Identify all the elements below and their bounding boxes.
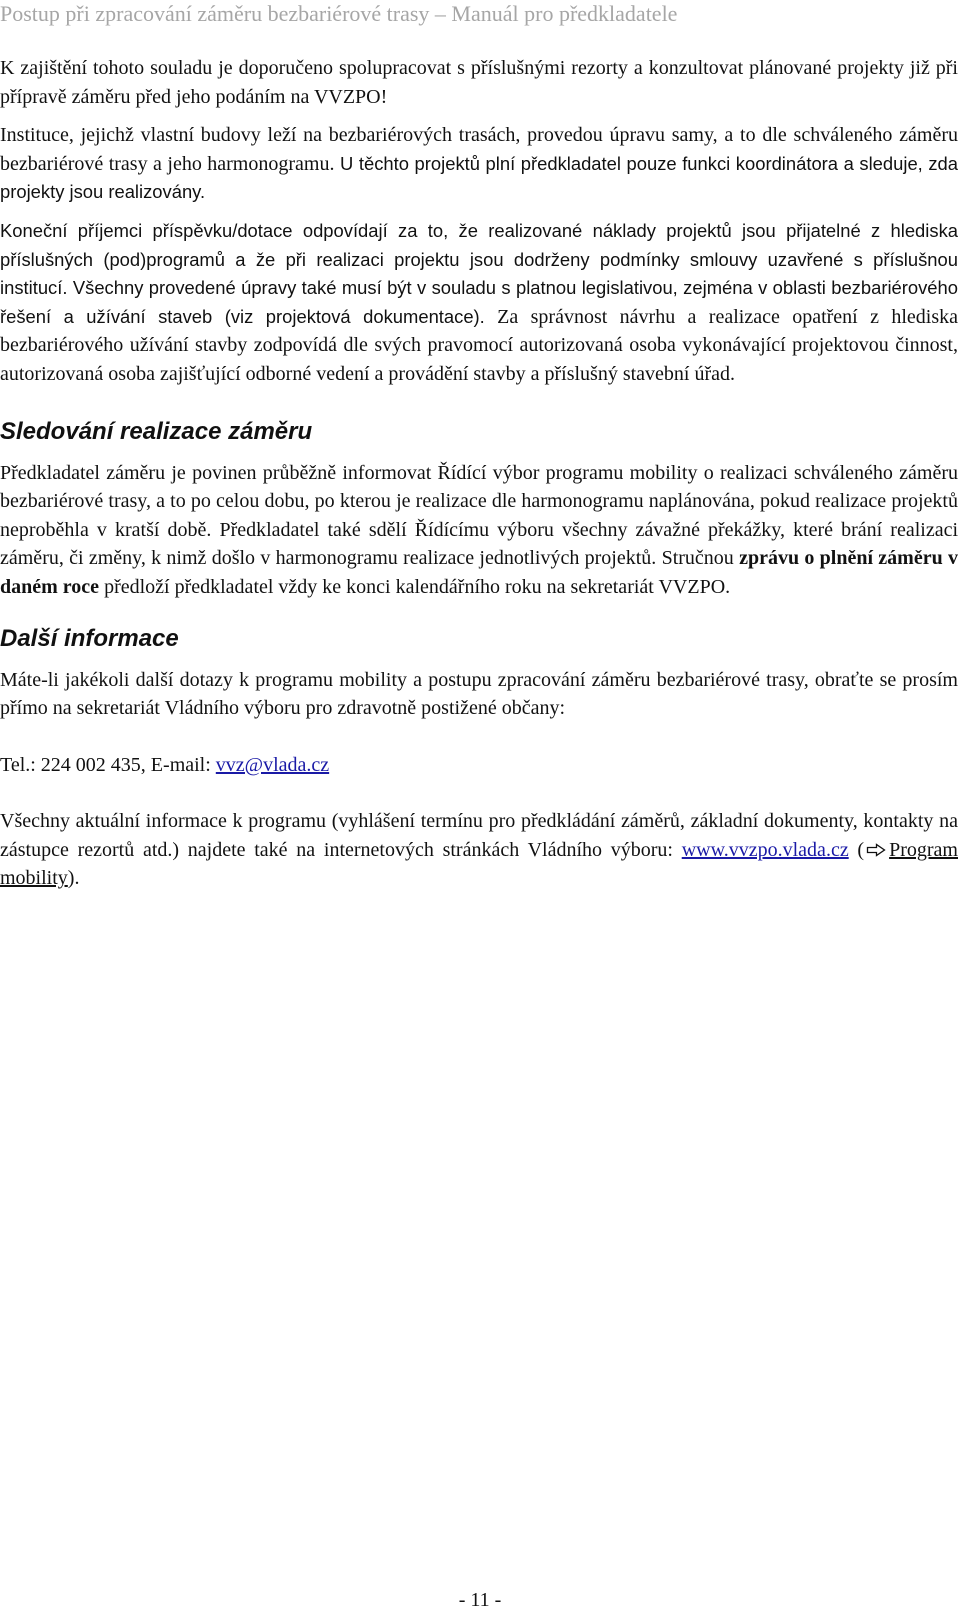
paragraph-final-recipients-part1: Koneční příjemci příspěvku/dotace odpovídají za to, že realizované náklady projektů jsou přijatelné z hlediska příslušných (pod)programů a že při realizaci projektu jsou dodrženy podmínky smlouvy uzavřené s příslušnou institucí.	[0, 219, 958, 299]
paragraph-questions: Máte-li jakékoli další dotazy k programu mobility a postupu zpracování záměru bezbariérové trasy, obraťte se prosím přímo na sekretariát Vládního výboru pro zdravotně postižené občany:	[0, 668, 958, 720]
program-mobility-link[interactable]: Program mobility	[0, 838, 958, 890]
paragraph-institutions-part1: Instituce, jejichž vlastní budovy leží na bezbariérových trasách, provedou úpravu samy, a to dle schváleného záměru bezbariérové trasy a jeho harmonogramu.	[0, 124, 958, 175]
running-header: Postup při zpracování záměru bezbariérové trasy – Manuál pro předkladatele	[0, 1, 678, 26]
page-number: - 11 -	[458, 1589, 502, 1611]
website-link[interactable]: www.vvzpo.vlada.cz	[681, 838, 849, 861]
paragraph-current-info	[0, 807, 958, 893]
paragraph-institutions-part2: U těchto projektů plní předkladatel pouze funkci koordinátora a sleduje, zda projekty jsou realizovány.	[0, 152, 958, 203]
paren-close: ).	[67, 867, 80, 890]
paragraph-consultation: K zajištění tohoto souladu je doporučeno spolupracovat s příslušnými rezorty a konzultovat plánované projekty již při přípravě záměru před jeho podáním na VVZPO!	[0, 57, 958, 108]
paragraph-final-recipients	[0, 217, 958, 389]
right-arrow-outline-icon	[866, 843, 886, 857]
page-content	[0, 54, 958, 893]
paragraph-current-info-text: Všechny aktuální informace k programu (vyhlášení termínu pro předkládání záměrů, základní dokumenty, kontakty na zástupce rezortů atd.) najdete také na internetových stránkách Vládního výboru:	[0, 810, 958, 861]
contact-phone: Tel.: 224 002 435, E-mail:	[0, 753, 216, 776]
paren-open: (	[848, 838, 865, 861]
email-link[interactable]: vvz@vlada.cz	[215, 753, 330, 776]
paragraph-monitoring	[0, 459, 958, 602]
paragraph-monitoring-part2: předloží předkladatel vždy ke konci kalendářního roku na sekretariát VVZPO.	[99, 575, 731, 598]
paragraph-final-recipients-part2: Všechny provedené úpravy také musí být v souladu s platnou legislativou, zejména v oblasti bezbariérového řešení a užívání staveb (viz projektová dokumentace).	[0, 277, 958, 327]
paragraph-final-recipients-part3: Za správnost návrhu a realizace opatření z hlediska bezbariérového užívání stavby zodpovídá dle svých pravomocí autorizovaná osoba vykonávající projektovou činnost, autorizovaná osoba zajišťující odborné vedení a provádění stavby a příslušný stavební úřad.	[0, 305, 959, 385]
paragraph-institutions	[0, 121, 958, 207]
heading-further-info: Další informace	[0, 624, 179, 652]
contact-line	[0, 751, 958, 780]
paragraph-monitoring-part1: Předkladatel záměru je povinen průběžně informovat Řídící výbor programu mobility o realizaci schváleného záměru bezbariérové trasy, a to po celou dobu, po kterou je realizace dle harmonogramu naplánována, pokud realizace projektů neproběhla v kratší době. Předkladatel také sdělí Řídícímu výboru všechny závažné překážky, které brání realizaci záměru, či změny, k nimž došlo v harmonogramu realizace jednotlivých projektů. Stručnou	[0, 461, 958, 570]
heading-monitoring: Sledování realizace záměru	[0, 417, 313, 445]
report-emphasis: zprávu o plnění záměru v daném roce	[0, 547, 958, 598]
